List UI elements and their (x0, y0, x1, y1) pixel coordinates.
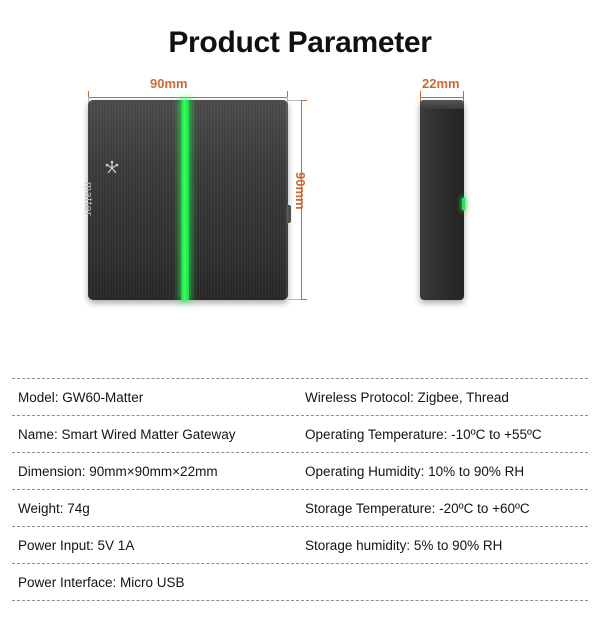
spec-power-interface: Power Interface: Micro USB (18, 574, 185, 590)
front-guide-bottom (288, 299, 301, 300)
spec-model: Model: GW60-Matter (18, 389, 144, 405)
spec-table (12, 378, 588, 601)
side-depth-label: 22mm (422, 76, 460, 91)
spec-operating-humidity: Operating Humidity: 10% to 90% RH (305, 463, 525, 479)
matter-wordmark: matter (82, 182, 94, 217)
table-row (12, 415, 588, 452)
page-title: Product Parameter (168, 26, 432, 59)
table-row (12, 378, 588, 415)
side-depth-dim-line (420, 97, 464, 98)
front-view-group (82, 76, 308, 305)
matter-branding (82, 160, 126, 260)
spec-name: Name: Smart Wired Matter Gateway (18, 426, 236, 442)
spec-storage-temperature: Storage Temperature: -20ºC to +60ºC (305, 500, 530, 516)
front-guide-top (288, 100, 301, 101)
side-led-indicator (462, 198, 465, 210)
table-row (12, 489, 588, 526)
front-side-tab (287, 205, 291, 223)
spec-storage-humidity: Storage humidity: 5% to 90% RH (305, 537, 503, 553)
device-side-body (420, 100, 464, 300)
matter-logo-icon (104, 160, 120, 176)
spec-power-input: Power Input: 5V 1A (18, 537, 135, 553)
side-top-cap (420, 100, 464, 109)
table-row (12, 563, 588, 601)
spec-weight: Weight: 74g (18, 500, 90, 516)
front-width-dim-line (88, 97, 288, 98)
side-view-group (418, 76, 538, 305)
spec-operating-temperature: Operating Temperature: -10ºC to +55ºC (305, 426, 542, 442)
table-row (12, 452, 588, 489)
device-front-body (82, 100, 288, 300)
table-row (12, 526, 588, 563)
front-height-label: 90mm (293, 172, 308, 210)
led-strip (181, 100, 189, 300)
product-illustration (0, 70, 600, 340)
spec-wireless-protocol: Wireless Protocol: Zigbee, Thread (305, 389, 509, 405)
spec-dimension: Dimension: 90mm×90mm×22mm (18, 463, 218, 479)
front-width-label: 90mm (150, 76, 188, 91)
